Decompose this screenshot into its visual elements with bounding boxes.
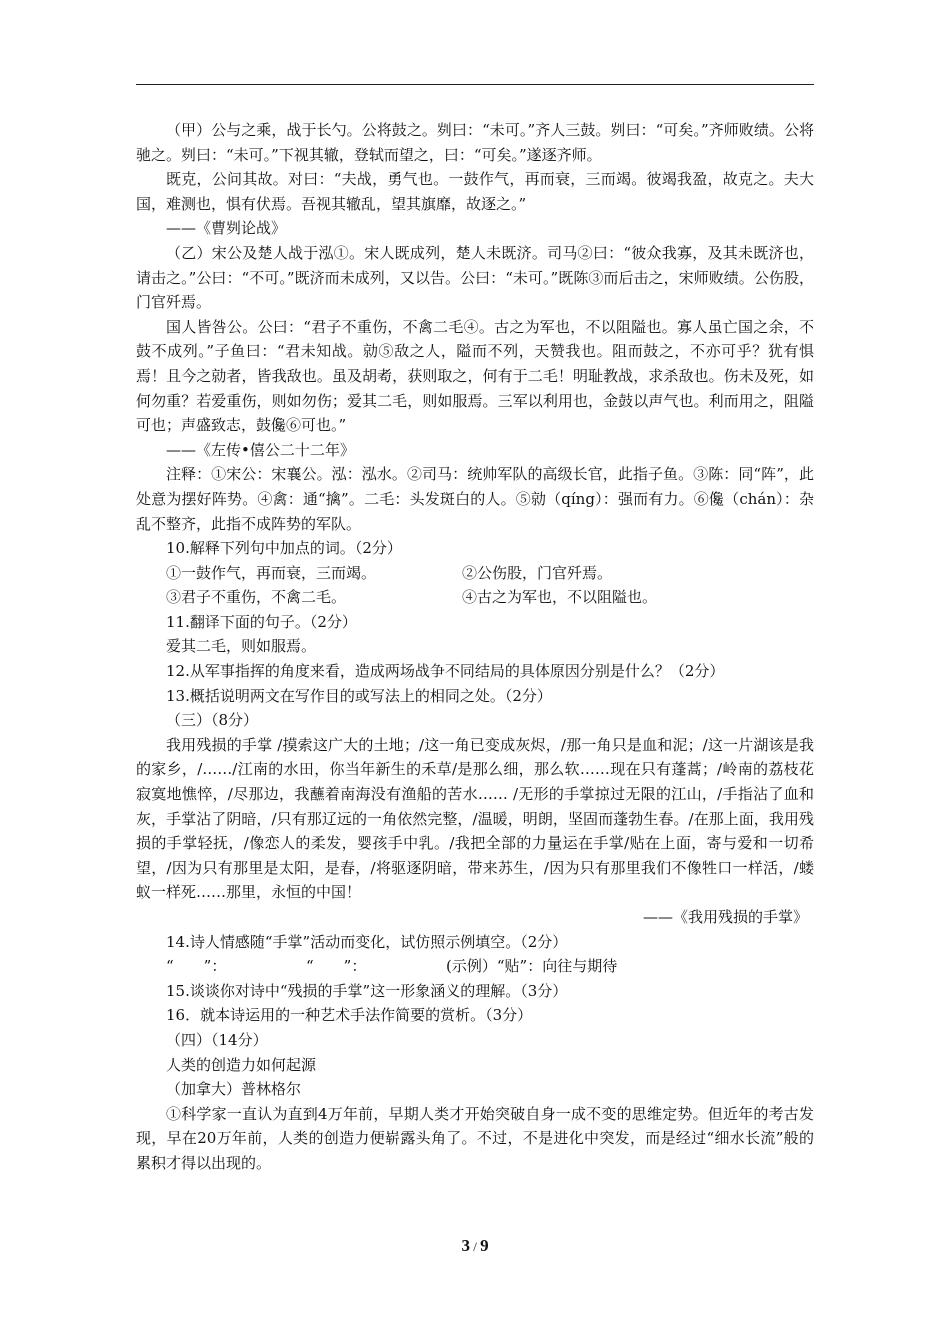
page-number: 3 / 9 (461, 1236, 489, 1255)
question-14-blank-1: “ ”： (166, 957, 227, 976)
document-page (136, 118, 814, 1176)
passage-yi-paragraph-2: 国人皆咎公。公曰：“君子不重伤，不禽二毛④。古之为军也，不以阻隘也。寡人虽亡国之余，不鼓不成列。”子鱼曰：“君未知战。勍⑤敌之人，隘而不列，天赞我也。阻而鼓之，不亦可乎？犹有惧焉！且今之勍者，皆我敌也。虽及胡耇，获则取之，何有于二毛！明耻教战，求杀敌也。伤未及死，如何勿重？若爱重伤，则如勿伤；爱其二毛，则如服焉。三军以利用也，金鼓以声气也。利而用之，阻隘可也；声盛致志，鼓儳⑥可也。” (136, 317, 814, 435)
page-current: 3 (461, 1236, 470, 1255)
passage-yi-paragraph-1: （乙）宋公及楚人战于泓①。宋人既成列，楚人未既济。司马②曰：“彼众我寡，及其未既济也，请击之。”公曰：“不可。”既济而未成列，又以告。公曰：“未可。”既陈③而后击之，宋师败绩。公伤股，门官歼焉。 (136, 243, 814, 312)
question-10: 10.解释下列句中加点的词。（2分） (166, 539, 402, 558)
poem-text: 我用残损的手掌 /摸索这广大的土地；/这一角已变成灰烬，/那一角只是血和泥；/这一片湖该是我的家乡，/……/江南的水田，你当年新生的禾草/是那么细，那么软……现在只有蓬蒿；/岭南的荔枝花寂寞地憔悴，/尽那边，我蘸着南海没有渔船的苦水…… /无形的手掌掠过无限的江山，/手指沾了血和灰，手掌沾了阴暗，/只有那辽远的一角依然完整，/温暖，明朗，坚固而蓬勃生春。/在那上面，我用残损的手掌轻抚，/像恋人的柔发，婴孩手中乳。/我把全部的力量运在手掌/贴在上面，寄与爱和一切希望，/因为只有那里是太阳，是春，/将驱逐阴暗，带来苏生，/因为只有那里我们不像牲口一样活，/蝼蚁一样死……那里，永恒的中国！ (136, 735, 814, 902)
question-14-example: (示例）“贴”：向往与期待 (446, 957, 618, 976)
question-10-item-1: ①一鼓作气，再而衰，三而竭。 (166, 563, 377, 582)
poem-source: ——《我用残损的手掌》 (642, 908, 808, 926)
passage-yi-source: ——《左传•僖公二十二年》 (166, 440, 355, 459)
question-10-item-2: ②公伤股，门官歼焉。 (462, 563, 613, 582)
article-author: （加拿大）普林格尔 (166, 1080, 302, 1099)
question-11: 11.翻译下面的句子。（2分） (166, 612, 357, 631)
question-10-item-3: ③君子不重伤，不禽二毛。 (166, 588, 347, 607)
question-10-row-2 (136, 585, 814, 610)
question-14-blank-2: “ ”： (306, 957, 367, 976)
question-10-item-4: ④古之为军也，不以阻隘也。 (462, 588, 658, 607)
question-15: 15.谈谈你对诗中“残损的手掌”这一形象涵义的理解。（3分） (166, 981, 568, 1000)
passage-yi-notes: 注释：①宋公：宋襄公。泓：泓水。②司马：统帅军队的高级长官，此指子鱼。③陈：同“阵”，此处意为摆好阵势。④禽：通“擒”。二毛：头发斑白的人。⑤勍（qíng）：强而有力。⑥儳（chán）：杂乱不整齐，此指不成阵势的军队。 (136, 465, 814, 533)
header-rule (136, 84, 814, 85)
passage-jia-paragraph-2: 既克，公问其故。对曰：“夫战，勇气也。一鼓作气，再而衰，三而竭。彼竭我盈，故克之。夫大国，难测也，惧有伏焉。吾视其辙乱，望其旗靡，故逐之。” (136, 170, 814, 213)
passage-jia-paragraph-1: （甲）公与之乘，战于长勺。公将鼓之。刿曰：“未可。”齐人三鼓。刿曰：“可矣。”齐师败绩。公将驰之。刿曰：“未可。”下视其辙，登轼而望之，曰：“可矣。”遂逐齐师。 (136, 121, 814, 164)
question-16: 16．就本诗运用的一种艺术手法作简要的赏析。（3分） (166, 1006, 533, 1025)
page-total: 9 (480, 1236, 489, 1255)
question-11-sentence: 爱其二毛，则如服焉。 (166, 637, 317, 656)
question-10-row-1 (136, 561, 814, 586)
passage-jia-source: ——《曹刿论战》 (166, 219, 287, 238)
article-paragraph-1: ①科学家一直认为直到4万年前，早期人类才开始突破自身一成不变的思维定势。但近年的考古发现，早在20万年前，人类的创造力便崭露头角了。不过，不是进化中突发，而是经过“细水长流”般的累积才得以出现的。 (136, 1104, 814, 1172)
section-4-heading: （四）（14分） (166, 1030, 268, 1049)
question-14: 14.诗人情感随“手掌”活动而变化，试仿照示例填空。（2分） (166, 932, 568, 951)
section-3-heading: （三）（8分） (166, 711, 259, 730)
article-title: 人类的创造力如何起源 (166, 1055, 317, 1074)
question-13: 13.概括说明两文在写作目的或写法上的相同之处。（2分） (166, 686, 552, 705)
question-12: 12.从军事指挥的角度来看，造成两场战争不同结局的具体原因分别是什么？（2分） (166, 662, 725, 681)
question-14-blanks (136, 954, 814, 979)
